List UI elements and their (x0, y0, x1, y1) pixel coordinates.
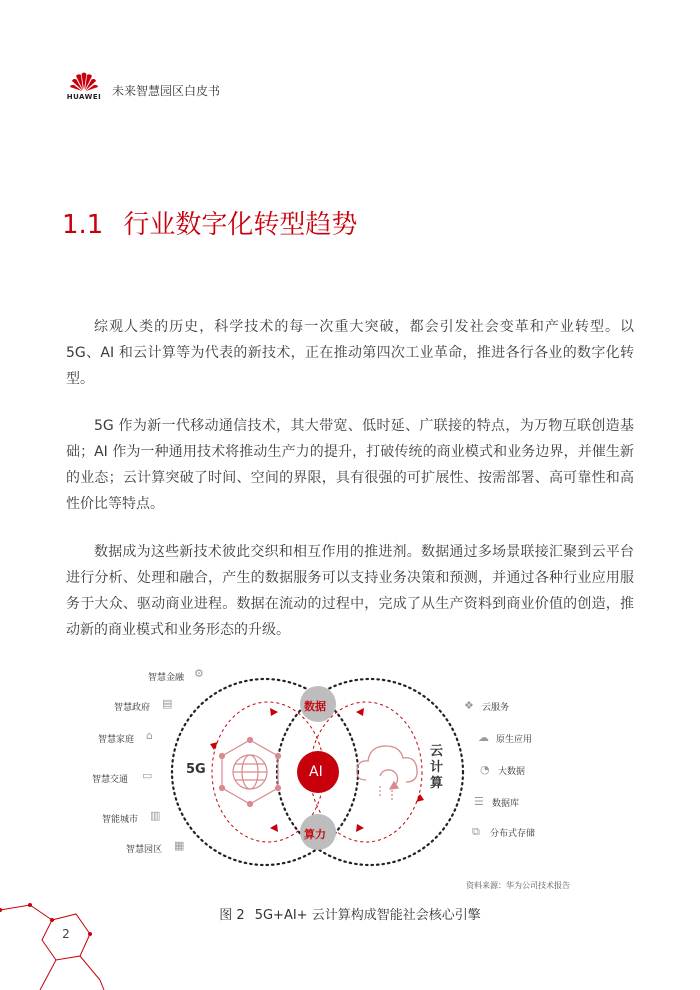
figure-5g-ai-cloud (90, 660, 610, 890)
home-icon: ⌂ (146, 729, 153, 742)
figure-source: 资料来源：华为公司技术报告 (466, 881, 570, 890)
figure-number: 图 2 (219, 908, 245, 923)
network-globe-icon (220, 738, 281, 807)
right-item: 原生应用 (496, 735, 533, 745)
government-icon: ▤ (162, 697, 173, 710)
figure-caption-text: 5G+AI+ 云计算构成智能社会核心引擎 (254, 908, 481, 923)
left-item: 智能城市 (102, 815, 139, 825)
page-header (62, 70, 220, 101)
data-node-label: 数据 (304, 700, 326, 713)
big-data-icon: ◔ (480, 763, 490, 776)
left-item: 智慧金融 (148, 673, 185, 683)
paragraph: 数据成为这些新技术彼此交织和相互作用的推进剂。数据通过多场景联接汇聚到云平台进行分析、处理和融合，产生的数据服务可以支持业务决策和预测，并通过各种行业应用服务于大众、驱动商业进程。数据在流动的过程中，完成了从生产资料到商业价值的创造，推动新的商业模式和业务形态的升级。 (66, 544, 634, 638)
finance-icon: ⚙ (194, 667, 204, 680)
figure-diagram (90, 660, 610, 890)
page-decoration (0, 870, 160, 990)
city-icon: ▥ (150, 809, 161, 822)
right-item: 数据库 (492, 799, 520, 809)
right-item: 大数据 (498, 767, 526, 777)
cloud-sync-icon (357, 746, 417, 800)
section-heading (62, 204, 357, 241)
right-item: 云服务 (482, 703, 510, 713)
arrow-head (356, 824, 364, 832)
ai-node-label: AI (309, 764, 323, 780)
native-app-icon: ☁ (478, 731, 489, 744)
arrow-head (356, 708, 364, 716)
cloud-computing-label: 云计算 (430, 744, 444, 791)
document-title: 未来智慧园区白皮书 (112, 84, 221, 98)
5g-label: 5G (186, 762, 206, 777)
cloud-service-icon: ❖ (464, 699, 474, 712)
left-item: 智慧交通 (92, 775, 129, 785)
left-item: 智慧园区 (126, 845, 163, 855)
right-item: 分布式存储 (490, 829, 536, 839)
huawei-logo (62, 70, 106, 101)
paragraph: 5G 作为新一代移动通信技术，其大带宽、低时延、广联接的特点，为万物互联创造基础；AI 作为一种通用技术将推动生产力的提升，打破传统的商业模式和业务边界，并催生新的业态；云计算突破了时间、空间的界限，具有很强的可扩展性、按需部署、高可靠性和高性价比等特点。 (66, 418, 634, 512)
arrow-head (270, 824, 278, 832)
left-item: 智慧政府 (114, 703, 151, 713)
storage-icon: ⧉ (472, 825, 480, 838)
arrow-head (270, 708, 278, 716)
page-number: 2 (62, 927, 70, 941)
section-title: 行业数字化转型趋势 (123, 210, 358, 240)
huawei-petals-icon (69, 70, 99, 92)
park-icon: ▦ (174, 839, 185, 852)
section-number: 1.1 (62, 210, 104, 240)
brand-name: HUAWEI (66, 93, 102, 101)
left-item: 智慧家庭 (98, 735, 135, 745)
database-icon: ☰ (474, 795, 484, 808)
compute-node-label: 算力 (304, 828, 326, 841)
arrow-head (416, 794, 424, 802)
car-icon: ▭ (142, 769, 153, 782)
paragraph: 综观人类的历史，科学技术的每一次重大突破，都会引发社会变革和产业转型。以 5G、AI 和云计算等为代表的新技术，正在推动第四次工业革命，推进各行各业的数字化转型。 (66, 319, 634, 387)
arrow-head (210, 742, 218, 750)
